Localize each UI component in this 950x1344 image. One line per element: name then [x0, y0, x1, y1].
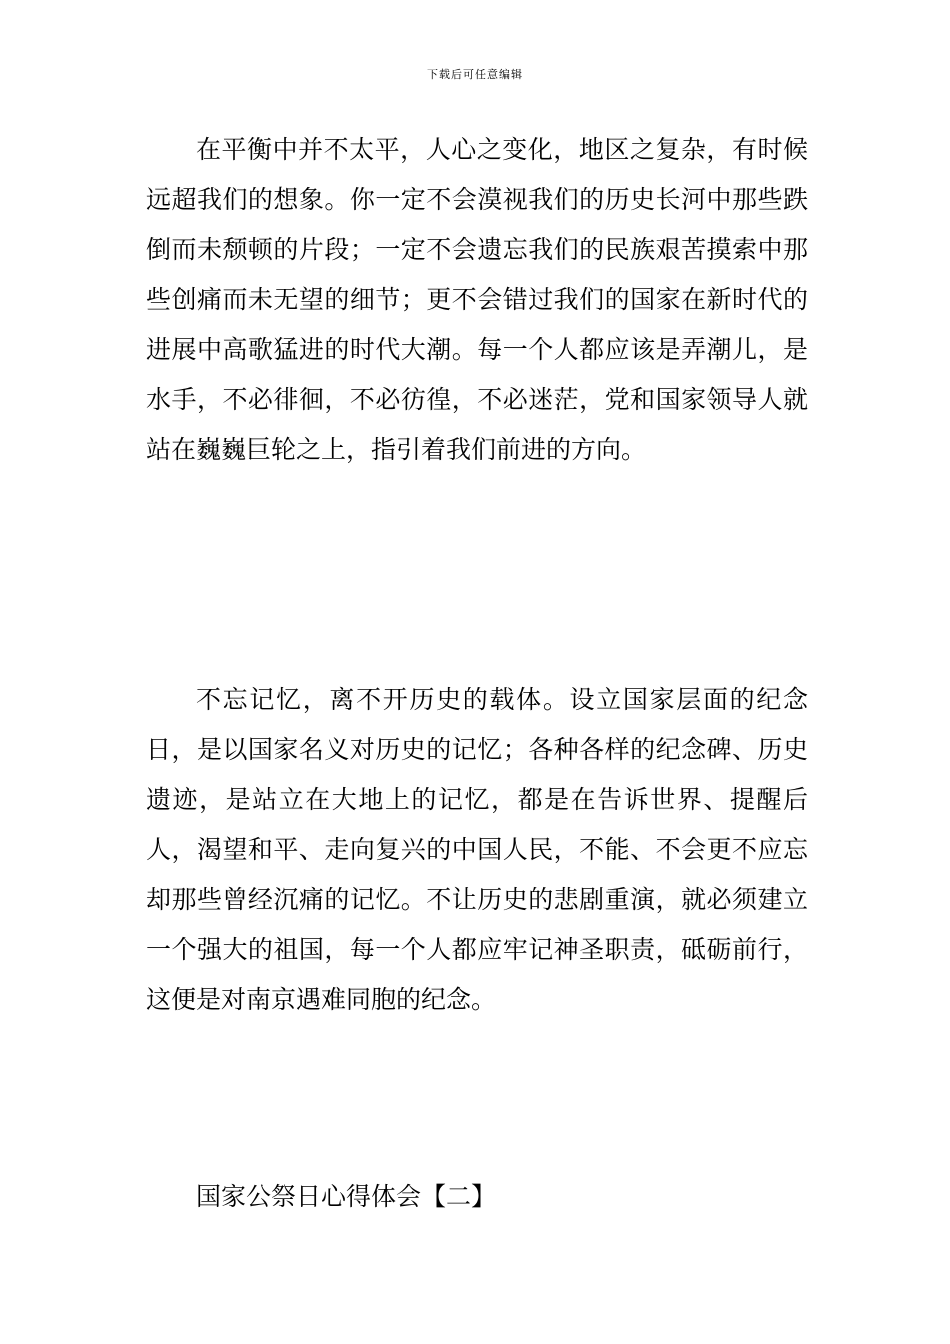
body-paragraph-1: 在平衡中并不太平，人心之变化，地区之复杂，有时候远超我们的想象。你一定不会漠视我们的历史长河中那些跌倒而未颓顿的片段；一定不会遗忘我们的民族艰苦摸索中那些创痛而未无望的细节；更不会错过我们的国家在新时代的进展中高歌猛进的时代大潮。每一个人都应该是弄潮儿，是水手，不必徘徊，不必彷徨，不必迷茫，党和国家领导人就站在巍巍巨轮之上，指引着我们前进的方向。: [146, 135, 808, 464]
body-paragraph-2: 不忘记忆，离不开历史的载体。设立国家层面的纪念日，是以国家名义对历史的记忆；各种各样的纪念碑、历史遗迹，是站立在大地上的记忆，都是在告诉世界、提醒后人，渴望和平、走向复兴的中国人民，不能、不会更不应忘却那些曾经沉痛的记忆。不让历史的悲剧重演，就必须建立一个强大的祖国，每一个人都应牢记神圣职责，砥砺前行，这便是对南京遇难同胞的纪念。: [146, 685, 808, 1014]
section-heading: 国家公祭日心得体会【二】: [196, 1182, 497, 1211]
page-header-note: 下载后可任意编辑: [427, 68, 523, 81]
